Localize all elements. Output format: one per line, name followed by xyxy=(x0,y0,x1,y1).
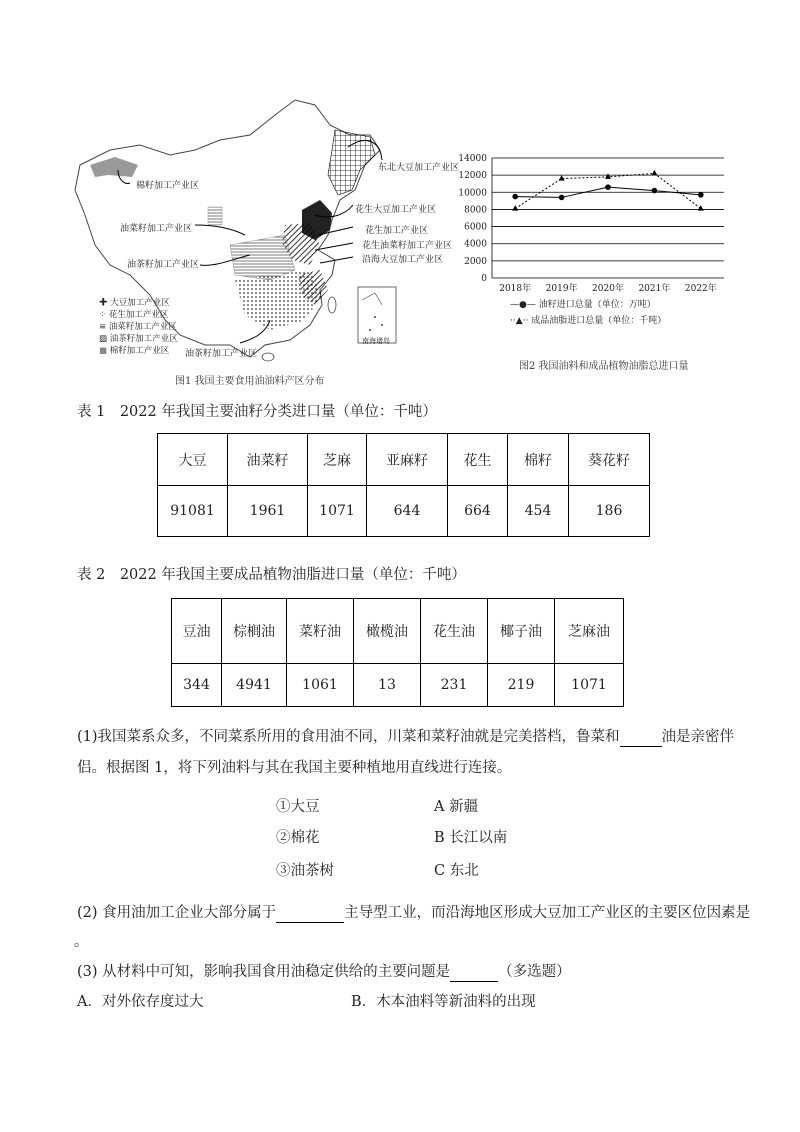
y-tick-label: 10000 xyxy=(458,188,487,199)
table-cell: 芝麻 xyxy=(308,434,367,486)
legend-rapeseed: ≡ 油菜籽加工产业区 xyxy=(99,322,177,332)
x-tick-label: 2019年 xyxy=(545,284,578,294)
figure-2-chart xyxy=(440,148,740,298)
table-cell: 344 xyxy=(172,664,222,707)
map-legend xyxy=(99,296,178,356)
table-row xyxy=(158,486,650,537)
option-a[interactable]: A．对外依存度过大 xyxy=(77,994,204,1010)
fig1-caption: 图1 我国主要食用油油料产区分布 xyxy=(175,376,325,387)
x-tick-label: 2020年 xyxy=(592,284,624,294)
question-1-line-1: (1)我国菜系众多，不同菜系所用的食用油不同，川菜和菜籽油就是完美搭档，鲁菜和 油是亲密伴 xyxy=(77,729,735,745)
grey-box-icon: ■ xyxy=(99,346,108,356)
rapeseed-west-area xyxy=(208,207,222,225)
table-cell: 1071 xyxy=(555,664,624,707)
table-cell: 芝麻油 xyxy=(555,599,624,664)
lines-icon: ≡ xyxy=(99,322,107,332)
match-right-c[interactable]: C 东北 xyxy=(434,863,479,879)
match-left-1[interactable]: ①大豆 xyxy=(276,799,320,815)
question-3-line-1: (3) 从材料中可知，影响我国食用油稳定供给的主要问题是 （多选题） xyxy=(77,964,571,980)
fig2-caption: 图2 我国油料和成品植物油脂总进口量 xyxy=(519,361,689,372)
table-cell: 大豆 xyxy=(158,434,228,486)
chart-legend xyxy=(510,297,666,329)
label-camellia: 油茶籽加工产业区 xyxy=(127,260,200,270)
y-tick-label: 14000 xyxy=(458,154,487,164)
table-cell: 1071 xyxy=(308,486,367,537)
series-1-point xyxy=(605,184,611,190)
y-tick-label: 0 xyxy=(481,274,487,284)
table-cell: 4941 xyxy=(222,664,287,707)
series-1-point xyxy=(652,188,658,194)
table-cell: 91081 xyxy=(158,486,228,537)
table-cell: 橄榄油 xyxy=(354,599,421,664)
cross-icon: ✚ xyxy=(99,298,108,308)
label-rapeseed: 油菜籽加工产业区 xyxy=(120,224,193,234)
option-b[interactable]: B．木本油料等新油料的出现 xyxy=(351,994,536,1010)
south-sea-inset xyxy=(358,287,396,343)
table-2 xyxy=(171,598,624,707)
table-cell: 花生 xyxy=(448,434,508,486)
table-cell: 1961 xyxy=(228,486,308,537)
table-cell: 1061 xyxy=(287,664,354,707)
label-peanut-rapeseed: 花生油菜籽加工产业区 xyxy=(362,241,453,251)
table-row xyxy=(158,434,650,486)
table-cell: 186 xyxy=(569,486,650,537)
table-row xyxy=(172,664,624,707)
table-cell: 664 xyxy=(448,486,508,537)
table-cell: 葵花籽 xyxy=(569,434,650,486)
label-peanut: 花生加工产业区 xyxy=(365,226,429,236)
series-2-point xyxy=(651,170,657,176)
label-northeast-soy: 东北大豆加工产业区 xyxy=(378,163,460,173)
x-tick-label: 2021年 xyxy=(638,284,671,294)
answer-blank-q2[interactable] xyxy=(276,906,344,923)
table-cell: 椰子油 xyxy=(488,599,555,664)
match-left-3[interactable]: ③油茶树 xyxy=(276,863,334,879)
match-right-a[interactable]: A 新疆 xyxy=(434,799,479,815)
label-coastal-soy: 沿海大豆加工产业区 xyxy=(362,255,444,265)
series-2-point xyxy=(512,205,518,211)
table-cell: 644 xyxy=(367,486,448,537)
label-inset: 南海诸岛 xyxy=(362,337,390,345)
table-cell: 豆油 xyxy=(172,599,222,664)
series-1-point xyxy=(698,192,704,198)
y-tick-label: 8000 xyxy=(464,205,487,216)
table-cell: 油菜籽 xyxy=(228,434,308,486)
table-cell: 花生油 xyxy=(421,599,488,664)
match-right-b[interactable]: B 长江以南 xyxy=(434,830,508,846)
legend-peanut: ⁘ 花生加工产业区 xyxy=(99,310,169,320)
hatch-icon: ▨ xyxy=(99,334,108,344)
line-dot-icon: —●— xyxy=(510,300,536,310)
label-camellia-bottom: 油茶籽加工产业区 xyxy=(185,349,258,359)
table-cell: 菜籽油 xyxy=(287,599,354,664)
question-2-line-2: 。 xyxy=(74,934,89,950)
table-cell: 454 xyxy=(508,486,569,537)
question-1-line-2: 侣。根据图 1，将下列油料与其在我国主要种植地用直线进行连接。 xyxy=(77,760,512,776)
legend-series-1: —●— 油籽进口总量（单位：万吨） xyxy=(510,300,656,310)
table-1-title: 表 1 2022 年我国主要油籽分类进口量（单位：千吨） xyxy=(77,404,437,420)
dots-icon: ⁘ xyxy=(99,310,107,320)
series-1-point xyxy=(559,195,565,201)
dashed-triangle-icon: ··▲·· xyxy=(510,316,529,326)
question-2-line-1: (2) 食用油加工企业大部分属于 主导型工业，而沿海地区形成大豆加工产业区的主要区位因素是 xyxy=(77,905,751,921)
label-peanut-soy: 花生大豆加工产业区 xyxy=(355,205,437,215)
label-cotton: 棉籽加工产业区 xyxy=(136,181,200,191)
table-cell: 13 xyxy=(354,664,421,707)
table-row xyxy=(172,599,624,664)
table-cell: 219 xyxy=(488,664,555,707)
series-2-point xyxy=(698,205,704,211)
table-cell: 亚麻籽 xyxy=(367,434,448,486)
series-1-point xyxy=(512,194,518,200)
legend-series-2: ··▲·· 成品油脂进口总量（单位：千吨） xyxy=(510,316,667,326)
y-tick-label: 2000 xyxy=(464,256,487,267)
series-2-point xyxy=(559,175,565,181)
legend-cotton: ■ 棉籽加工产业区 xyxy=(99,346,170,356)
legend-soy: ✚ 大豆加工产业区 xyxy=(99,298,170,308)
answer-blank-q3[interactable] xyxy=(450,965,498,982)
table-cell: 棕榈油 xyxy=(222,599,287,664)
table-2-title: 表 2 2022 年我国主要成品植物油脂进口量（单位：千吨） xyxy=(77,567,466,583)
match-left-2[interactable]: ②棉花 xyxy=(276,830,320,846)
table-cell: 231 xyxy=(421,664,488,707)
legend-camellia: ▨ 油茶籽加工产业区 xyxy=(99,334,178,344)
table-1 xyxy=(157,433,650,537)
y-tick-label: 12000 xyxy=(458,171,487,182)
x-tick-label: 2018年 xyxy=(499,284,532,294)
table-cell: 棉籽 xyxy=(508,434,569,486)
answer-blank-q1[interactable] xyxy=(620,730,662,747)
y-tick-label: 4000 xyxy=(464,239,487,250)
series-2-point xyxy=(605,173,611,179)
y-tick-label: 6000 xyxy=(464,222,487,233)
x-tick-label: 2022年 xyxy=(684,284,717,294)
